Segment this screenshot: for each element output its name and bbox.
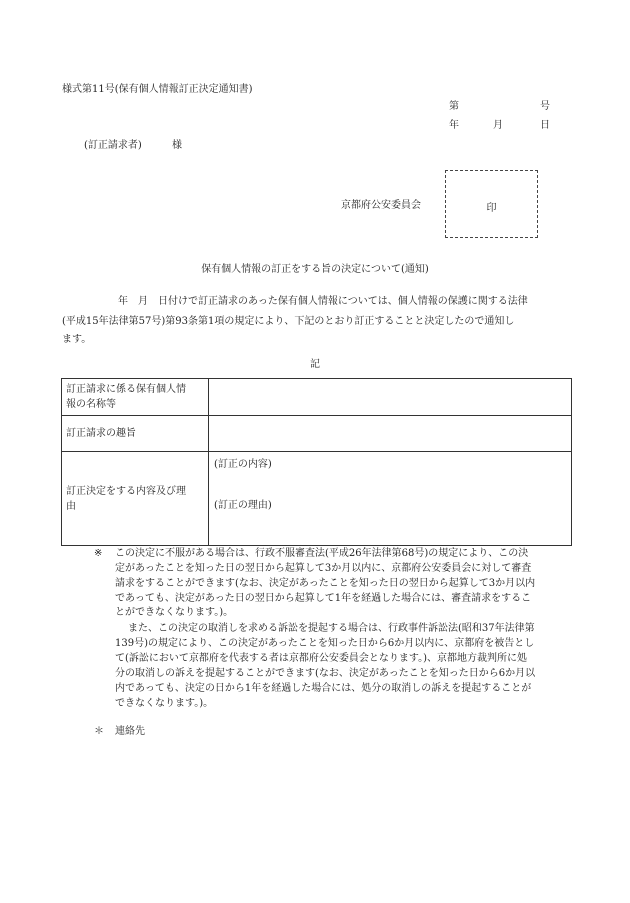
row-label-target-info-line-1: 訂正請求に係る保有個人情 bbox=[66, 384, 186, 395]
date-year-label: 年 bbox=[449, 120, 459, 131]
contact-mark: ＊ bbox=[94, 726, 104, 737]
document-title: 保有個人情報の訂正をする旨の決定について(通知) bbox=[201, 264, 429, 275]
table-row-request-purpose bbox=[62, 415, 571, 452]
note-line-10: 内であっても、決定の日から1年を経過した場合には、処分の取消しの訴えを提起することが bbox=[115, 683, 532, 694]
document-number-prefix: 第 bbox=[449, 101, 459, 112]
note-line-7: 139号)の規定により、この決定があったことを知った日から6か月以内に、京都府を被告とし bbox=[115, 638, 535, 649]
document-number-suffix: 号 bbox=[540, 101, 550, 112]
note-line-6: また、この決定の取消しを求める訴訟を提起する場合は、行政事件訴訟法(昭和37年法律第 bbox=[128, 623, 535, 634]
note-line-2: 定があったことを知った日の翌日から起算して3か月以内に、京都府公安委員会に対して審査 bbox=[115, 563, 532, 574]
table-row-target-info bbox=[62, 379, 571, 416]
contact-label: 連絡先 bbox=[115, 726, 145, 737]
seal-label: 印 bbox=[486, 203, 497, 214]
body-line-2: (平成15年法律第57号)第93条第1項の規定により、下記のとおり訂正することと決定したので通知し bbox=[62, 316, 515, 327]
correction-reason-label: (訂正の理由) bbox=[214, 500, 272, 511]
note-line-8: て(訴訟において京都府を代表する者は京都府公安委員会となります。)、京都地方裁判所に処 bbox=[115, 653, 528, 664]
table-row-decision-content bbox=[62, 451, 571, 545]
row-label-decision-content-line-1: 訂正決定をする内容及び理 bbox=[66, 486, 186, 497]
form-number: 様式第11号(保有個人情報訂正決定通知書) bbox=[62, 84, 253, 95]
correction-content-label: (訂正の内容) bbox=[214, 459, 272, 470]
note-line-11: できなくなります。)。 bbox=[115, 698, 214, 709]
date-day-label: 日 bbox=[540, 120, 550, 131]
row-label-target-info-line-2: 報の名称等 bbox=[66, 398, 116, 410]
requester-label: (訂正請求者) bbox=[84, 140, 142, 151]
decision-detail-table bbox=[61, 378, 572, 546]
note-line-4: であっても、決定があった日の翌日から起算して1年を経過した場合には、審査請求をするこ bbox=[115, 593, 532, 604]
body-line-1: 年 月 日付けで訂正請求のあった保有個人情報については、個人情報の保護に関する法律 bbox=[118, 296, 528, 307]
requester-honorific: 様 bbox=[172, 140, 182, 151]
row-label-target-info bbox=[66, 383, 186, 412]
seal-box bbox=[445, 170, 538, 238]
row-label-request-purpose: 訂正請求の趣旨 bbox=[66, 428, 136, 439]
note-line-5: とができなくなります。)。 bbox=[115, 607, 234, 618]
ki-heading: 記 bbox=[310, 359, 320, 370]
row-label-decision-content bbox=[66, 485, 186, 514]
issuer-name: 京都府公安委員会 bbox=[341, 200, 421, 211]
note-line-1: この決定に不服がある場合は、行政不服審査法(平成26年法律第68号)の規定により、この決 bbox=[115, 548, 529, 559]
row-label-decision-content-line-2: 由 bbox=[66, 500, 76, 512]
note-line-3: 請求をすることができます(なお、決定があったことを知った日の翌日から起算して3か月以内 bbox=[115, 578, 536, 589]
body-line-3: ます。 bbox=[62, 334, 92, 345]
date-month-label: 月 bbox=[493, 120, 503, 131]
note-line-9: 分の取消しの訴えを提起することができます(なお、決定があったことを知った日から6か月以 bbox=[115, 668, 536, 679]
note-mark: ※ bbox=[94, 548, 103, 559]
